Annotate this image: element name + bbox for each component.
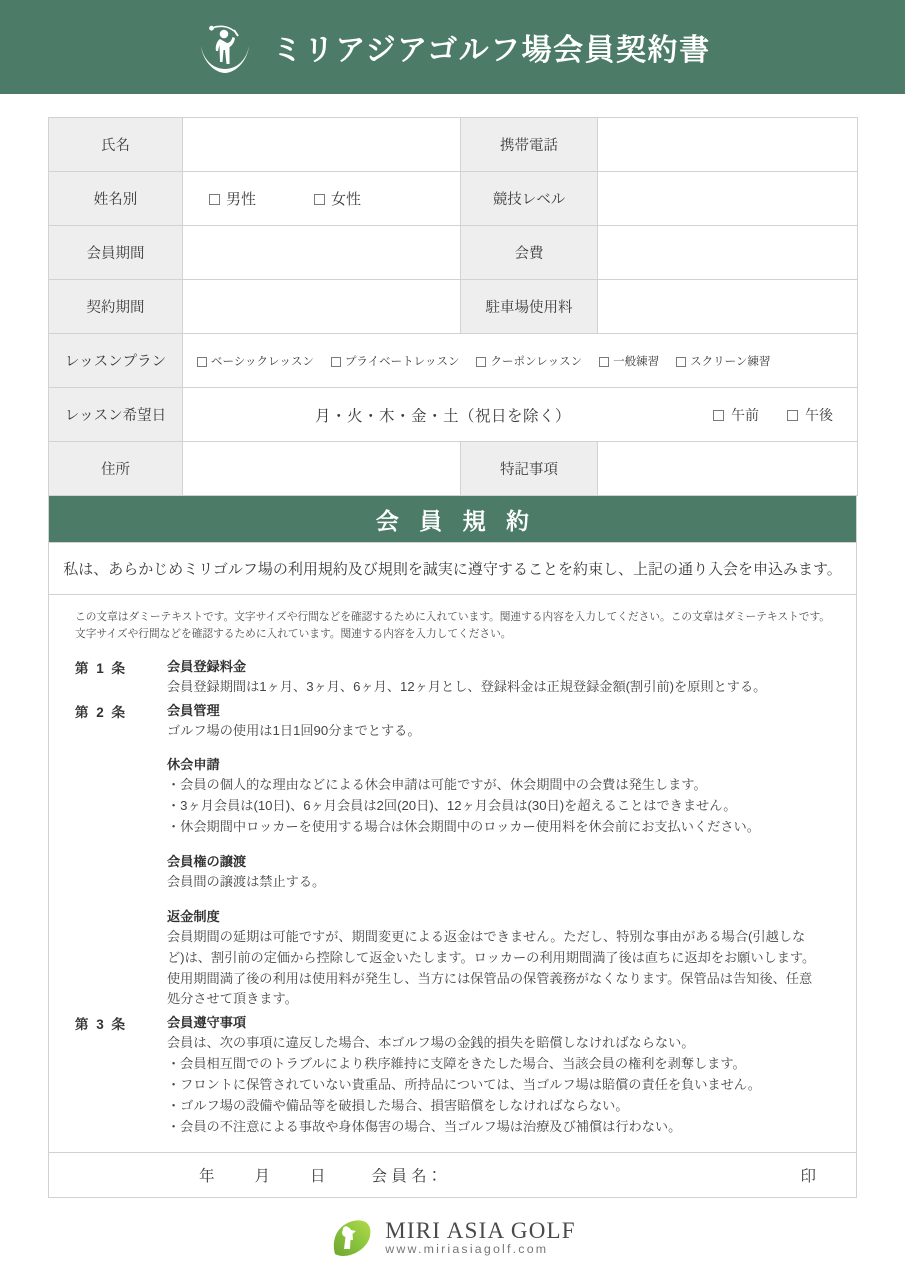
- block-line: 会員期間の延期は可能ですが、期間変更による返金はできません。ただし、特別な事由がある場合(引越しな: [167, 928, 806, 944]
- checkbox-gender-male[interactable]: [209, 188, 256, 209]
- checkbox-lesson-plan-3[interactable]: [599, 353, 659, 369]
- checkbox-pm[interactable]: [787, 405, 833, 425]
- block-title: 休会申請: [167, 757, 220, 773]
- checkbox-lesson-plan-1-label: プライベートレッスン: [344, 355, 460, 368]
- article-2-block-3: [167, 906, 830, 1010]
- signature-seal-label[interactable]: 印: [800, 1167, 816, 1185]
- block-title: 会員権の譲渡: [167, 853, 247, 869]
- field-contract-period[interactable]: [183, 280, 461, 334]
- field-mobile[interactable]: [598, 118, 858, 172]
- declaration-text: 私は、あらかじめミリゴルフ場の利用規約及び規則を誠実に遵守することを約束し、上記の通り入会を申込みます。: [48, 543, 857, 595]
- label-lesson-plan: レッスンプラン: [49, 334, 183, 388]
- label-competition-level: 競技レベル: [461, 172, 598, 226]
- terms-section-title: 会 員 規 約: [48, 496, 857, 543]
- article-1-block-0: [167, 656, 830, 698]
- block-line: ど)は、割引前の定価から控除して返金いたします。ロッカーの利用期間満了後は直ちに返却をお願いします。: [167, 949, 816, 965]
- label-member-period: 会員期間: [49, 226, 183, 280]
- checkbox-lesson-plan-4-label: スクリーン練習: [690, 355, 771, 368]
- document-sheet: [0, 97, 905, 1198]
- block-line: 会員間の譲渡は禁止する。: [167, 873, 326, 889]
- label-fee: 会費: [461, 226, 598, 280]
- table-row-contract-period: [49, 280, 858, 334]
- block-title: 会員管理: [167, 702, 220, 718]
- membership-form-table: [48, 117, 858, 496]
- block-line: ・休会期間中ロッカーを使用する場合は休会期間中のロッカー使用料を休会前にお支払いください。: [167, 819, 760, 835]
- signature-year-label[interactable]: 年: [199, 1167, 215, 1185]
- page-header: [0, 0, 905, 97]
- checkbox-icon[interactable]: [476, 357, 486, 367]
- footer-brand-name: MIRI ASIA GOLF: [385, 1217, 576, 1243]
- checkbox-am[interactable]: [713, 405, 759, 425]
- block-title: 会員遵守事項: [167, 1015, 247, 1031]
- checkbox-icon[interactable]: [209, 194, 220, 205]
- checkbox-gender-female-label: 女性: [331, 191, 362, 208]
- signature-day-label[interactable]: 日: [310, 1167, 326, 1185]
- checkbox-am-label: 午前: [731, 406, 759, 423]
- field-parking-fee[interactable]: [598, 280, 858, 334]
- block-line: ゴルフ場の使用は1日1回90分までとする。: [167, 722, 421, 738]
- signature-row: [48, 1152, 857, 1198]
- block-line: ・会員の不注意による事故や身体傷害の場合、当ゴルフ場は治療及び補償は行わない。: [167, 1118, 682, 1134]
- article-2-block-1: [167, 754, 830, 838]
- checkbox-gender-female[interactable]: [314, 188, 361, 209]
- label-mobile: 携帯電話: [461, 118, 598, 172]
- field-fee[interactable]: [598, 226, 858, 280]
- field-gender: [183, 172, 461, 226]
- checkbox-icon[interactable]: [676, 357, 686, 367]
- block-line: 使用期間満了後の利用は使用料が発生し、当方には保管品の保管義務がなくなります。保管品は告知後、任意: [167, 970, 813, 986]
- field-name[interactable]: [183, 118, 461, 172]
- checkbox-icon[interactable]: [314, 194, 325, 205]
- lesson-days-text: 月・火・木・金・土（祝日を除く）: [314, 407, 571, 425]
- table-row-gender: [49, 172, 858, 226]
- label-contract-period: 契約期間: [49, 280, 183, 334]
- label-lesson-day: レッスン希望日: [49, 388, 183, 442]
- checkbox-lesson-plan-4[interactable]: [676, 353, 770, 369]
- field-competition-level[interactable]: [598, 172, 858, 226]
- article-2-number: 第 2 条: [75, 704, 128, 720]
- article-2-block-0: [167, 700, 830, 742]
- article-2: [75, 700, 830, 1011]
- block-line: ・会員相互間でのトラブルにより秩序維持に支障をきたした場合、当該会員の権利を剥奪します。: [167, 1056, 746, 1072]
- block-line: ・3ヶ月会員は(10日)、6ヶ月会員は2回(20日)、12ヶ月会員は(30日)を超えることはできません。: [167, 798, 737, 814]
- checkbox-lesson-plan-3-label: 一般練習: [613, 355, 660, 368]
- label-parking-fee: 駐車場使用料: [461, 280, 598, 334]
- block-line: 会員は、次の事項に違反した場合、本ゴルフ場の金銭的損失を賠償しなければならない。: [167, 1035, 695, 1051]
- signature-member-name-label[interactable]: 会 員 名：: [371, 1167, 443, 1185]
- page-footer: [0, 1198, 905, 1260]
- article-1-number: 第 1 条: [75, 660, 128, 676]
- label-name: 氏名: [49, 118, 183, 172]
- field-lesson-plan: [183, 334, 858, 388]
- field-address[interactable]: [183, 442, 461, 496]
- checkbox-gender-male-label: 男性: [226, 191, 257, 208]
- field-member-period[interactable]: [183, 226, 461, 280]
- block-title: 返金制度: [167, 908, 220, 924]
- checkbox-icon[interactable]: [599, 357, 609, 367]
- page-title: ミリアジアゴルフ場会員契約書: [272, 34, 711, 67]
- label-gender: 姓名別: [49, 172, 183, 226]
- block-line: 処分させて頂きます。: [167, 991, 298, 1007]
- block-line: ・フロントに保管されていない貴重品、所持品については、当ゴルフ場は賠償の責任を負いません。: [167, 1076, 761, 1092]
- label-address: 住所: [49, 442, 183, 496]
- table-row-address: [49, 442, 858, 496]
- golfer-swing-icon: [194, 16, 256, 78]
- block-line: 会員登録期間は1ヶ月、3ヶ月、6ヶ月、12ヶ月とし、登録料金は正規登録金額(割引前)を原則とする。: [167, 678, 767, 694]
- checkbox-lesson-plan-2-label: クーポンレッスン: [490, 355, 583, 368]
- lesson-plan-options: [193, 353, 847, 369]
- checkbox-icon[interactable]: [197, 357, 207, 367]
- checkbox-icon[interactable]: [787, 410, 798, 421]
- article-2-block-2: [167, 851, 830, 893]
- table-row-name: [49, 118, 858, 172]
- field-remarks[interactable]: [598, 442, 858, 496]
- article-1: [75, 656, 830, 698]
- footer-url: www.miriasiagolf.com: [385, 1242, 549, 1257]
- signature-month-label[interactable]: 月: [254, 1167, 271, 1185]
- table-row-lesson-plan: [49, 334, 858, 388]
- dummy-paragraph: この文章はダミーテキストです。文字サイズや行間などを確認するために入れています。関連する内容を入力してください。この文章はダミーテキストです。文字サイズや行間などを確認するために入れています。関連する内容を入力してください。: [75, 611, 830, 641]
- article-3-number: 第 3 条: [75, 1017, 128, 1033]
- checkbox-lesson-plan-0[interactable]: [197, 353, 314, 369]
- table-row-member-period: [49, 226, 858, 280]
- terms-body: [48, 595, 857, 1152]
- miri-asia-golf-leaf-icon: [329, 1216, 373, 1260]
- block-line: ・会員の個人的な理由などによる休会申請は可能ですが、休会期間中の会費は発生します。: [167, 777, 707, 793]
- block-line: ・ゴルフ場の設備や備品等を破損した場合、損害賠償をしなければならない。: [167, 1097, 629, 1113]
- label-remarks: 特記事項: [461, 442, 598, 496]
- checkbox-lesson-plan-0-label: ベーシックレッスン: [211, 355, 314, 368]
- field-lesson-day: [183, 388, 858, 442]
- checkbox-icon[interactable]: [331, 357, 341, 367]
- article-3: [75, 1012, 830, 1137]
- table-row-lesson-day: [49, 388, 858, 442]
- checkbox-pm-label: 午後: [805, 406, 833, 423]
- checkbox-lesson-plan-2[interactable]: [476, 353, 582, 369]
- checkbox-icon[interactable]: [713, 410, 724, 421]
- checkbox-lesson-plan-1[interactable]: [331, 353, 460, 369]
- block-title: 会員登録料金: [167, 658, 247, 674]
- article-3-block-0: [167, 1012, 830, 1137]
